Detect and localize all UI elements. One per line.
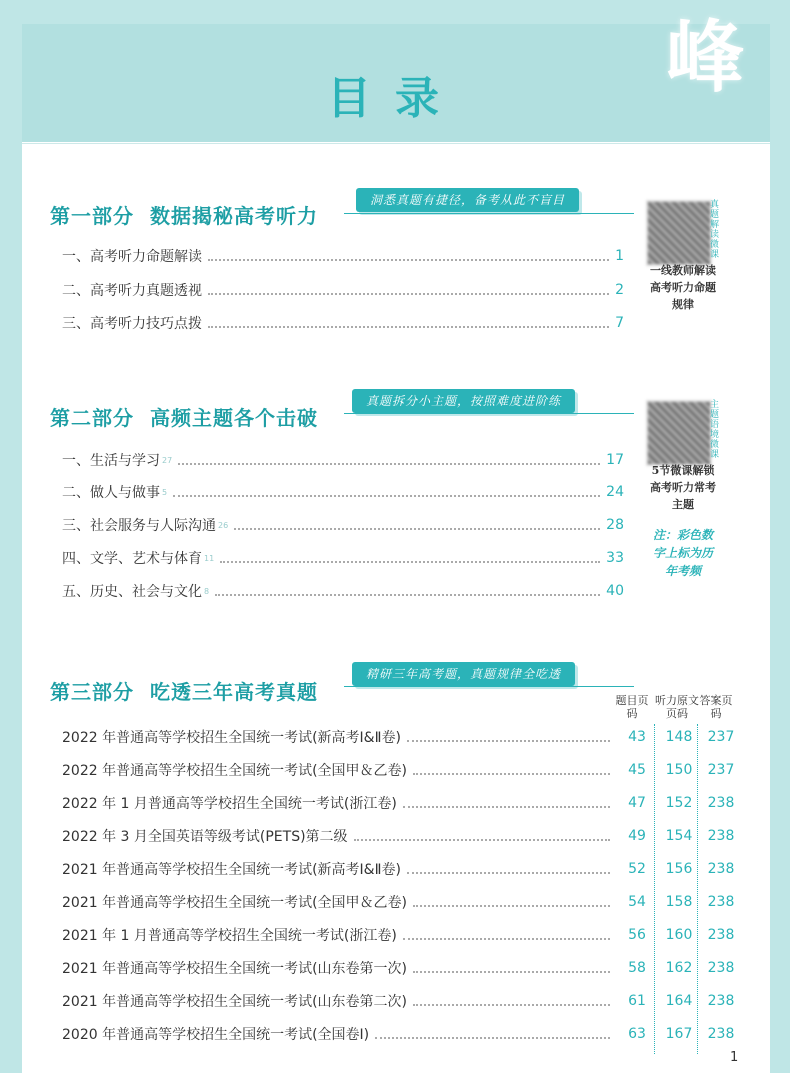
toc-item[interactable] <box>62 449 624 471</box>
toc-item-page: 1 <box>615 248 624 264</box>
toc-item-label: 一、生活与学习 <box>62 453 160 469</box>
frequency-superscript: 8 <box>204 586 210 596</box>
answer-page: 238 <box>707 1026 735 1042</box>
part-2-tag: 真题拆分小主题，按照难度进阶练 <box>352 389 575 413</box>
leader-dots <box>220 561 600 563</box>
transcript-page: 154 <box>665 828 693 844</box>
question-page: 45 <box>628 762 646 778</box>
part-2-number: 第二部分 <box>50 406 134 430</box>
leader-dots <box>208 293 609 295</box>
toc-item-page: 28 <box>606 517 624 533</box>
part-1-tag-rule <box>344 213 634 214</box>
question-page: 47 <box>628 795 646 811</box>
frequency-note: 注：彩色数字上标为历年考频 <box>652 528 713 578</box>
transcript-page: 160 <box>665 927 693 943</box>
answer-page: 237 <box>707 729 735 745</box>
part-3-tag: 精研三年高考题，真题规律全吃透 <box>352 662 575 686</box>
toc-item[interactable] <box>62 481 624 503</box>
frequency-superscript: 11 <box>204 553 215 563</box>
exam-row[interactable] <box>62 792 742 814</box>
toc-item-label: 一、高考听力命题解读 <box>62 249 202 265</box>
transcript-page: 156 <box>665 861 693 877</box>
toc-item-label: 二、做人与做事 <box>62 485 160 501</box>
leader-dots <box>354 839 610 841</box>
exam-row[interactable] <box>62 858 742 880</box>
part-2-heading <box>50 402 318 431</box>
exam-row[interactable] <box>62 1023 742 1045</box>
exam-title: 2021 年普通高等学校招生全国统一考试(山东卷第一次) <box>62 961 408 977</box>
leader-dots <box>234 528 600 530</box>
transcript-page: 164 <box>665 993 693 1009</box>
transcript-page: 162 <box>665 960 693 976</box>
toc-item-page: 40 <box>606 583 624 599</box>
part-2-title: 高频主题各个击破 <box>150 406 318 430</box>
toc-item[interactable] <box>62 245 624 267</box>
toc-item-page: 2 <box>615 282 624 298</box>
leader-dots <box>413 773 610 775</box>
frequency-superscript: 5 <box>162 487 168 497</box>
question-page: 43 <box>628 729 646 745</box>
leader-dots <box>413 971 610 973</box>
question-page: 63 <box>628 1026 646 1042</box>
answer-page: 238 <box>707 927 735 943</box>
toc-item-page: 33 <box>606 550 624 566</box>
part-1-heading <box>50 200 318 229</box>
answer-page: 238 <box>707 960 735 976</box>
exam-row[interactable] <box>62 891 742 913</box>
question-page: 56 <box>628 927 646 943</box>
qr-caption: 一线教师解读高考听力命题规律 <box>650 264 716 311</box>
part-1-tag: 洞悉真题有捷径，备考从此不盲目 <box>356 188 579 212</box>
qr-code[interactable] <box>646 200 712 266</box>
question-page: 49 <box>628 828 646 844</box>
transcript-page: 167 <box>665 1026 693 1042</box>
qr-side-label: 主题语境微课 <box>710 400 720 460</box>
question-page: 52 <box>628 861 646 877</box>
page-title: 目录 <box>327 73 463 124</box>
leader-dots <box>403 806 610 808</box>
transcript-page: 152 <box>665 795 693 811</box>
exam-title: 2022 年 1 月普通高等学校招生全国统一考试(浙江卷) <box>62 796 397 812</box>
part-3-tag-rule <box>344 686 634 687</box>
answer-page: 238 <box>707 861 735 877</box>
leader-dots <box>178 463 600 465</box>
part-3-title: 吃透三年高考真题 <box>150 680 318 704</box>
part-3-heading <box>50 676 318 705</box>
leader-dots <box>208 326 609 328</box>
qr-side-label: 真题解读微课 <box>710 200 720 260</box>
qr-code[interactable] <box>646 400 712 466</box>
answer-page: 238 <box>707 894 735 910</box>
answer-page: 237 <box>707 762 735 778</box>
exam-title: 2021 年普通高等学校招生全国统一考试(山东卷第二次) <box>62 994 408 1010</box>
exam-title: 2020 年普通高等学校招生全国统一考试(全国卷Ⅰ) <box>62 1027 370 1043</box>
leader-dots <box>407 872 610 874</box>
toc-item[interactable] <box>62 279 624 301</box>
exam-row[interactable] <box>62 957 742 979</box>
exam-title: 2021 年 1 月普通高等学校招生全国统一考试(浙江卷) <box>62 928 397 944</box>
transcript-page: 158 <box>665 894 693 910</box>
part-2-tag-rule <box>344 413 634 414</box>
answer-page: 238 <box>707 993 735 1009</box>
exam-title: 2022 年普通高等学校招生全国统一考试(全国甲＆乙卷) <box>62 763 408 779</box>
transcript-page: 148 <box>665 729 693 745</box>
toc-item-label: 二、高考听力真题透视 <box>62 283 202 299</box>
column-header-question-page: 题目页码 <box>615 694 649 720</box>
answer-page: 238 <box>707 828 735 844</box>
toc-item-page: 24 <box>606 484 624 500</box>
question-page: 54 <box>628 894 646 910</box>
toc-item[interactable] <box>62 312 624 334</box>
toc-item-label: 三、高考听力技巧点拨 <box>62 316 202 332</box>
exam-row[interactable] <box>62 759 742 781</box>
column-header-transcript-page: 听力原文页码 <box>655 694 699 720</box>
leader-dots <box>403 938 610 940</box>
header-divider <box>22 143 770 144</box>
part-3-number: 第三部分 <box>50 680 134 704</box>
toc-item[interactable] <box>62 514 624 536</box>
exam-row[interactable] <box>62 825 742 847</box>
exam-title: 2021 年普通高等学校招生全国统一考试(新高考Ⅰ&Ⅱ卷) <box>62 862 401 878</box>
exam-row[interactable] <box>62 990 742 1012</box>
part-1-title: 数据揭秘高考听力 <box>150 204 318 228</box>
column-header-answer-page: 答案页码 <box>699 694 733 720</box>
leader-dots <box>375 1037 610 1039</box>
answer-page: 238 <box>707 795 735 811</box>
toc-item-page: 17 <box>606 452 624 468</box>
exam-title: 2022 年 3 月全国英语等级考试(PETS)第二级 <box>62 829 348 845</box>
toc-item-label: 四、文学、艺术与体育 <box>62 551 202 567</box>
exam-row[interactable] <box>62 726 742 748</box>
brand-logo: 峰 <box>665 13 744 103</box>
leader-dots <box>173 495 600 497</box>
leader-dots <box>215 594 600 596</box>
page-number: 1 <box>730 1050 739 1065</box>
frequency-superscript: 27 <box>162 455 173 465</box>
question-page: 58 <box>628 960 646 976</box>
transcript-page: 150 <box>665 762 693 778</box>
question-page: 61 <box>628 993 646 1009</box>
toc-item-page: 7 <box>615 315 624 331</box>
leader-dots <box>208 259 609 261</box>
toc-item[interactable] <box>62 547 624 569</box>
leader-dots <box>413 1004 610 1006</box>
leader-dots <box>407 740 610 742</box>
toc-item-label: 三、社会服务与人际沟通 <box>62 518 216 534</box>
toc-item-label: 五、历史、社会与文化 <box>62 584 202 600</box>
qr-caption: 5节微课解锁高考听力常考主题 <box>650 464 716 511</box>
toc-item[interactable] <box>62 580 624 602</box>
leader-dots <box>413 905 610 907</box>
exam-title: 2021 年普通高等学校招生全国统一考试(全国甲＆乙卷) <box>62 895 408 911</box>
exam-title: 2022 年普通高等学校招生全国统一考试(新高考Ⅰ&Ⅱ卷) <box>62 730 401 746</box>
part-1-number: 第一部分 <box>50 204 134 228</box>
exam-row[interactable] <box>62 924 742 946</box>
frequency-superscript: 26 <box>218 520 229 530</box>
